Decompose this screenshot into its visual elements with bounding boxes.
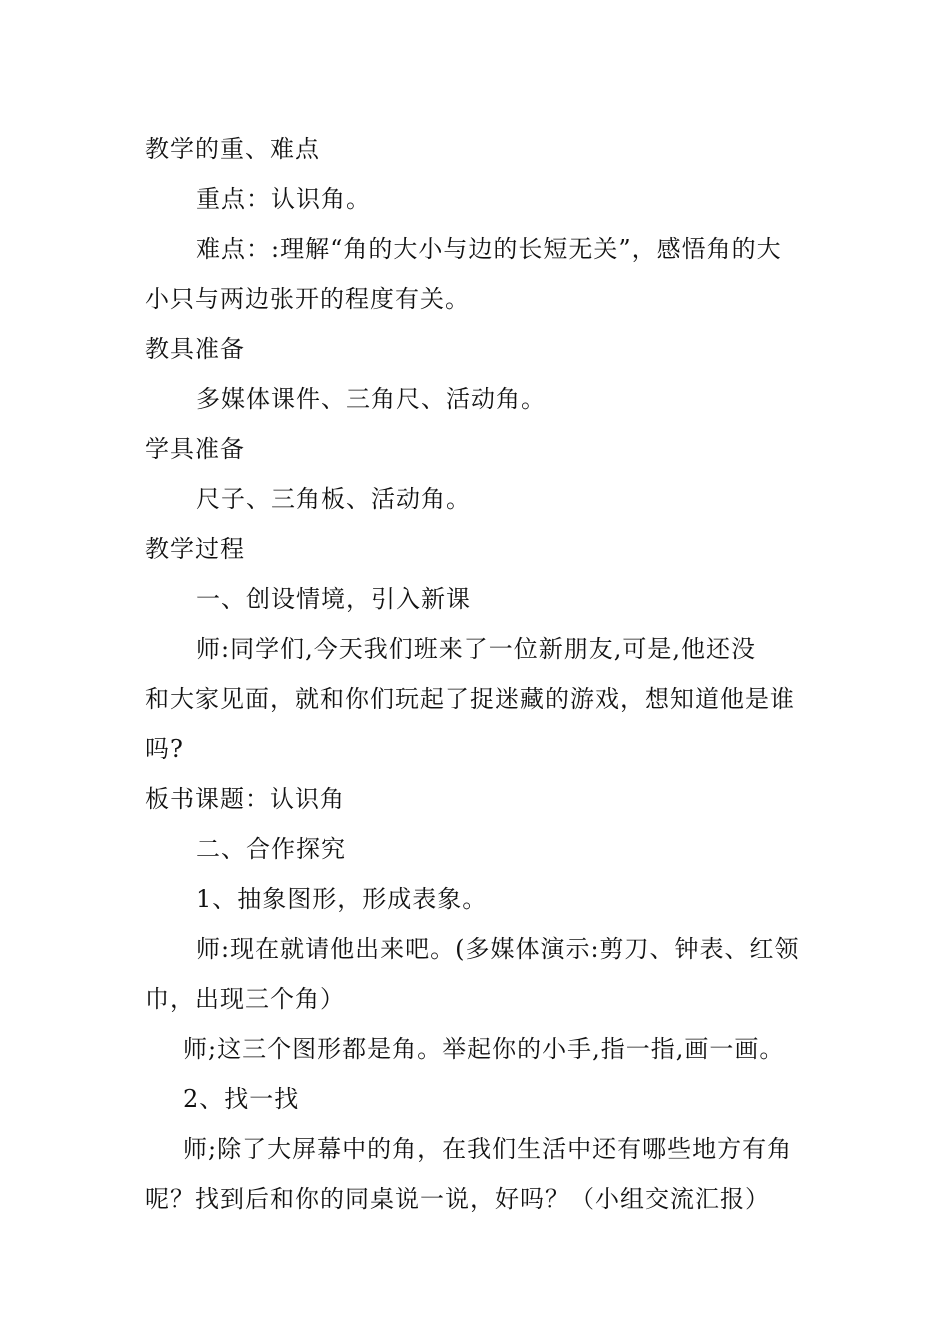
teacher-instruction-text: 师;这三个图形都是角。举起你的小手,指一指,画一画。 — [183, 1035, 785, 1063]
section-heading-teaching-aids: 教具准备 — [145, 335, 245, 363]
substep-one-heading: 1、抽象图形，形成表象。 — [196, 885, 488, 913]
teacher-intro-line-1: 师:同学们,今天我们班来了一位新朋友,可是,他还没 — [196, 635, 756, 663]
board-title-text: 板书课题：认识角 — [145, 785, 345, 813]
teacher-demo-line-1: 师:现在就请他出来吧。(多媒体演示:剪刀、钟表、红领 — [196, 935, 800, 963]
step-one-heading: 一、创设情境，引入新课 — [196, 585, 471, 613]
key-point-text: 重点：认识角。 — [196, 185, 371, 213]
section-heading-teaching-process: 教学过程 — [145, 535, 245, 563]
teaching-aids-text: 多媒体课件、三角尺、活动角。 — [196, 385, 546, 413]
teacher-question-line-2: 呢？找到后和你的同桌说一说，好吗？（小组交流汇报） — [145, 1185, 770, 1213]
learning-tools-text: 尺子、三角板、活动角。 — [196, 485, 471, 513]
difficulty-text-line-2: 小只与两边张开的程度有关。 — [145, 285, 470, 313]
step-two-heading: 二、合作探究 — [196, 835, 346, 863]
difficulty-text-line-1: 难点：:理解“角的大小与边的长短无关”，感悟角的大 — [196, 235, 782, 263]
section-heading-key-points: 教学的重、难点 — [145, 135, 320, 163]
teacher-intro-line-2: 和大家见面，就和你们玩起了捉迷藏的游戏，想知道他是谁 — [145, 685, 795, 713]
teacher-question-line-1: 师;除了大屏幕中的角，在我们生活中还有哪些地方有角 — [183, 1135, 793, 1163]
teacher-intro-line-3: 吗? — [145, 735, 184, 763]
teacher-demo-line-2: 巾，出现三个角） — [145, 985, 345, 1013]
substep-two-heading: 2、找一找 — [183, 1085, 300, 1113]
section-heading-learning-tools: 学具准备 — [145, 435, 245, 463]
